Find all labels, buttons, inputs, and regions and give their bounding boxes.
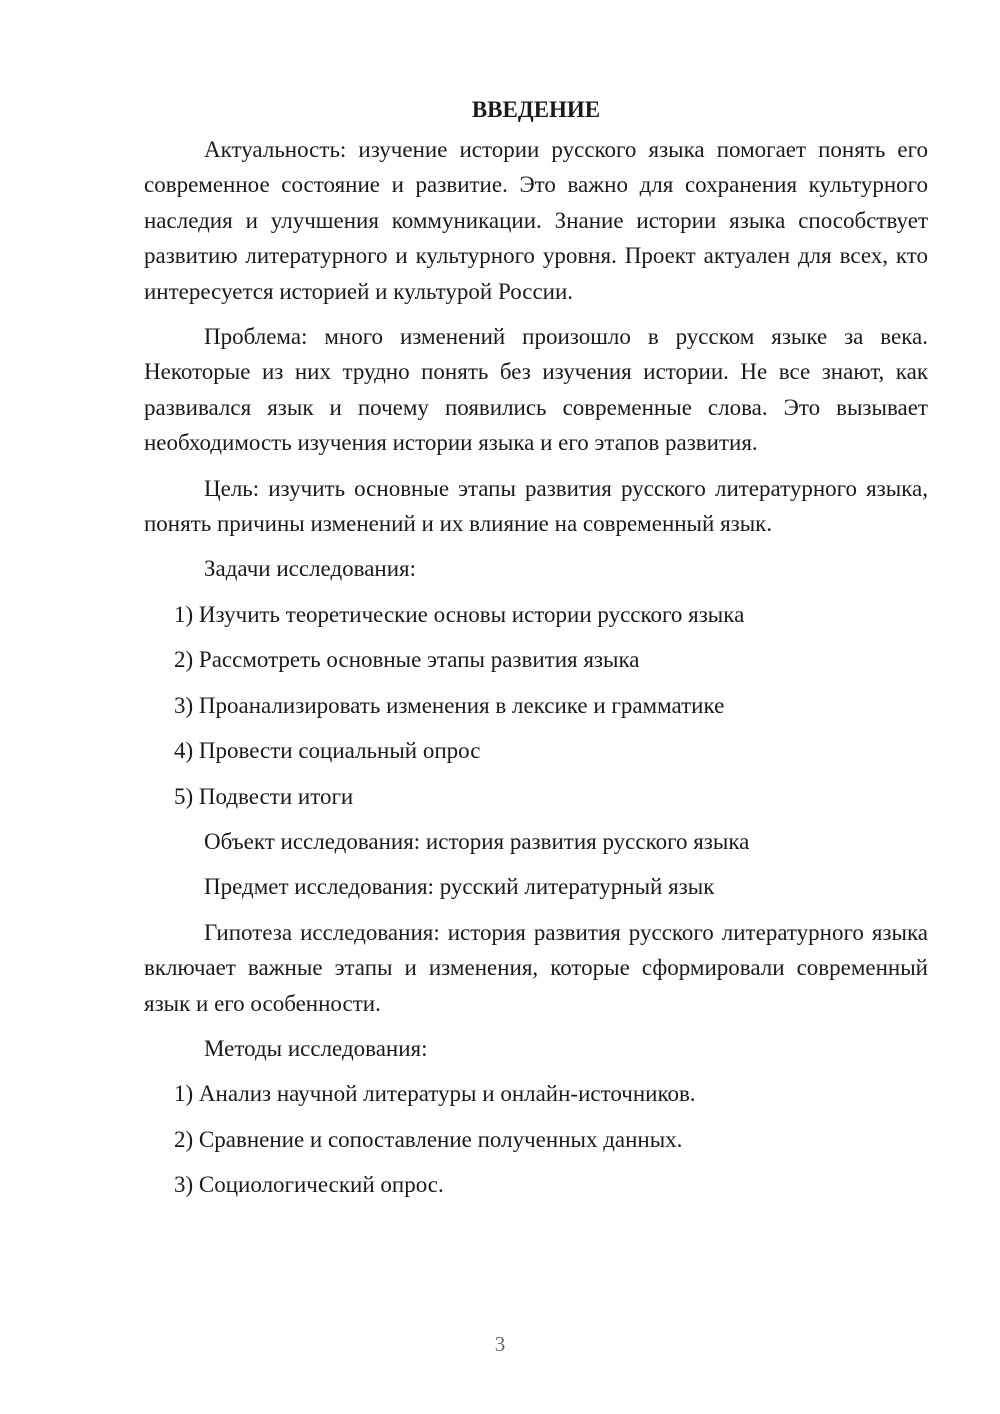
list-item: 1) Изучить теоретические основы истории русского языка [174, 601, 745, 627]
goal-paragraph: Цель: изучить основные этапы развития русского литературного языка, понять причины изменений и их влияние на современный язык. [144, 475, 928, 537]
list-item: 4) Провести социальный опрос [174, 738, 481, 764]
page-number: 3 [494, 1332, 506, 1356]
document-page [144, 92, 928, 1213]
methods-heading: Методы исследования: [204, 1035, 428, 1061]
subject-line: Предмет исследования: русский литературный язык [204, 874, 715, 900]
relevance-paragraph: Актуальность: изучение истории русского языка помогает понять его современное состояние и развитие. Это важно для сохранения культурного наследия и улучшения коммуникации. Знание истории языка способствует развитию литературного и культурного уровня. Проект актуален для всех, кто интересуется историей и культурой России. [144, 137, 928, 304]
hypothesis-paragraph: Гипотеза исследования: история развития русского литературного языка включает важные этапы и изменения, которые сформировали современный язык и его особенности. [144, 919, 928, 1016]
list-item: 1) Анализ научной литературы и онлайн-источников. [174, 1081, 696, 1107]
list-item: 5) Подвести итоги [174, 783, 354, 809]
list-item: 2) Рассмотреть основные этапы развития языка [174, 647, 640, 673]
list-item: 3) Социологический опрос. [174, 1172, 444, 1198]
problem-paragraph: Проблема: много изменений произошло в русском языке за века. Некоторые из них трудно понять без изучения истории. Не все знают, как развивался язык и почему появились современные слова. Это вызывает необходимость изучения истории языка и его этапов развития. [144, 324, 928, 456]
section-title: ВВЕДЕНИЕ [471, 97, 601, 122]
tasks-list [144, 597, 928, 814]
object-line: Объект исследования: история развития русского языка [204, 828, 750, 854]
tasks-heading: Задачи исследования: [204, 556, 417, 582]
list-item: 2) Сравнение и сопоставление полученных данных. [174, 1126, 683, 1152]
methods-list [144, 1076, 928, 1202]
list-item: 3) Проанализировать изменения в лексике и грамматике [174, 692, 725, 718]
